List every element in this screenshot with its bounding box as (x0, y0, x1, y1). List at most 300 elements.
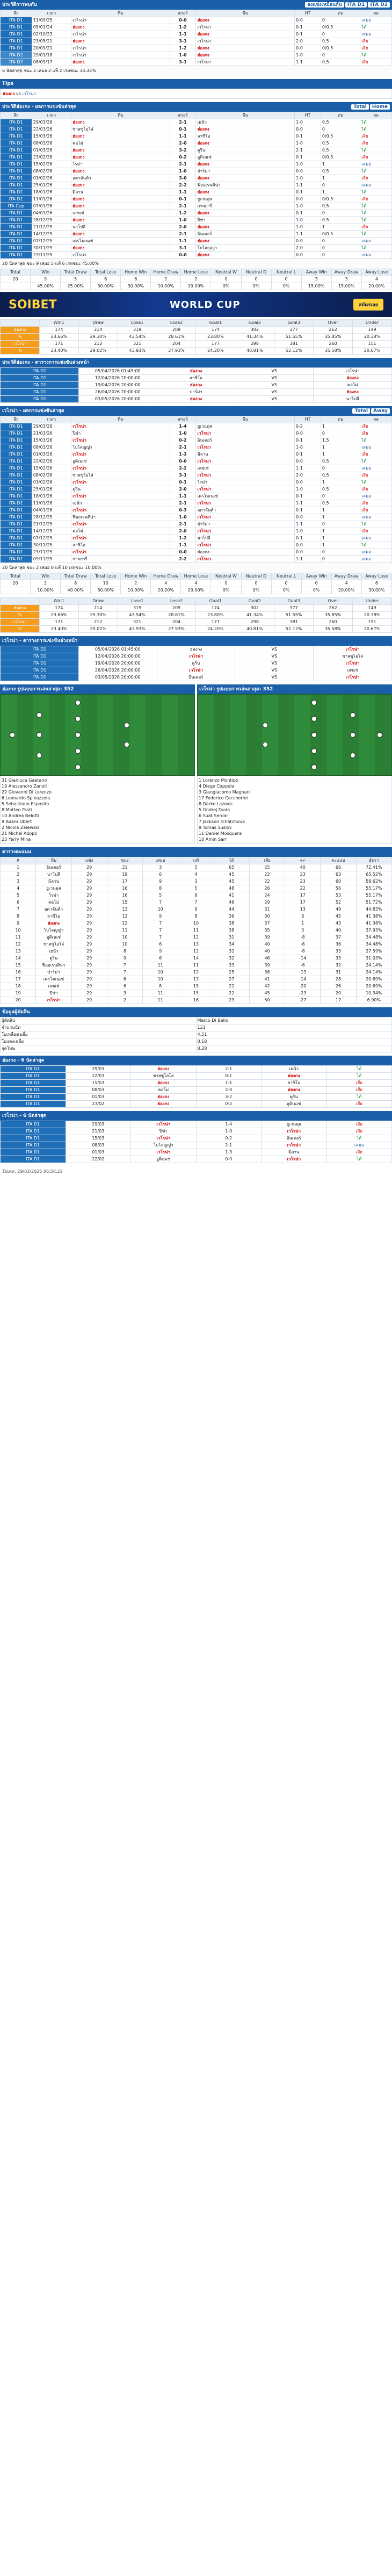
match-row[interactable] (1, 189, 392, 196)
match-row[interactable] (1, 437, 392, 444)
standings-row[interactable] (1, 927, 392, 934)
summary-percent: 45.00% (31, 283, 61, 290)
odds-cell: 212 (78, 341, 118, 348)
standings-row[interactable] (1, 983, 392, 990)
player-marker[interactable] (75, 764, 81, 770)
summary-header: Home Win (121, 573, 151, 580)
match-row[interactable] (1, 493, 392, 500)
recent-row[interactable] (1, 1135, 392, 1142)
odds-cell: 149 (353, 605, 392, 612)
match-row[interactable] (1, 252, 392, 259)
player-marker[interactable] (377, 732, 382, 738)
summary-header: Neutral W (211, 269, 241, 276)
match-cell: 0 (321, 549, 360, 556)
standings-cell: 15 (107, 899, 142, 906)
player-name[interactable]: 7 Jackson Tchatchoua (199, 819, 245, 824)
player-name[interactable]: 5 Ondrej Duda (199, 807, 230, 812)
match-row[interactable] (1, 444, 392, 451)
fixture-cell: VS (235, 653, 314, 660)
match-row[interactable] (1, 52, 392, 59)
tab-total[interactable]: Total (351, 104, 369, 110)
ad-banner[interactable] (0, 292, 392, 317)
recent-row[interactable] (1, 1128, 392, 1135)
referee-cell: 121 (196, 1024, 392, 1031)
match-cell: เสมอ (360, 465, 392, 472)
odds-cell: 24.20% (196, 626, 235, 633)
standings-row[interactable] (1, 899, 392, 906)
referee-cell: 0.18 (196, 1038, 392, 1045)
recent-cell: เวโรน่า (131, 1121, 197, 1128)
player-name[interactable]: 1 Lorenzo Montipo (199, 778, 238, 783)
match-cell: 2-2 (170, 182, 196, 189)
match-row[interactable] (1, 514, 392, 521)
standings-cell: 13 (178, 976, 214, 983)
player-marker[interactable] (311, 700, 317, 705)
match-cell: ฮ่องกง (71, 119, 170, 126)
tab-ita d2[interactable]: ITA D2 (368, 2, 390, 8)
match-cell: 11/09/25 (32, 17, 71, 24)
player-marker[interactable] (311, 748, 317, 754)
player-marker[interactable] (124, 742, 129, 747)
standings-row[interactable] (1, 990, 392, 997)
match-row[interactable] (1, 231, 392, 238)
match-cell: 08/02/26 (32, 472, 71, 479)
recent-cell: 1-4 (196, 1121, 262, 1128)
summary-percent: 20.00% (361, 283, 391, 290)
match-row[interactable] (1, 430, 392, 437)
odds-cell: 23.40% (39, 626, 78, 633)
match-row[interactable] (1, 245, 392, 252)
upcoming-away-table (0, 646, 392, 681)
standings-col: อัตรา (356, 857, 391, 864)
match-row[interactable] (1, 210, 392, 217)
recent-cell: 15/03 (66, 1080, 131, 1087)
standings-cell: 10.34% (356, 990, 391, 997)
odds-cell: 43.93% (118, 626, 157, 633)
match-cell: เสีย (360, 133, 392, 140)
fixture-cell: ITA D1 (1, 674, 79, 681)
match-row[interactable] (1, 217, 392, 224)
match-cell: 0 (321, 245, 360, 252)
match-row[interactable] (1, 175, 392, 182)
match-cell: ITA D1 (1, 535, 32, 542)
ad-cta-button[interactable]: สมัครเลย (353, 299, 383, 311)
fixture-cell: VS (235, 396, 314, 403)
odds-cell: 262 (314, 605, 353, 612)
player-name[interactable]: 22 Giovanni Di Lorenzo (2, 790, 52, 795)
lastgoals-away-header-title: เวโรน่า - 6 นัดล่าสุด (2, 1113, 47, 1119)
standings-row[interactable] (1, 955, 392, 962)
player-marker[interactable] (350, 732, 355, 738)
match-cell: ITA D1 (1, 252, 32, 259)
match-cell: 1-0 (170, 514, 196, 521)
recent-row[interactable] (1, 1073, 392, 1080)
page-root (0, 0, 392, 1177)
standings-row[interactable] (1, 969, 392, 976)
column-header: ต่อ (321, 10, 360, 17)
player-marker[interactable] (263, 723, 268, 728)
match-cell: ITA D1 (1, 140, 32, 147)
match-cell: ฮ่องกง (196, 161, 294, 168)
match-row[interactable] (1, 238, 392, 245)
match-cell: 18/01/26 (32, 493, 71, 500)
standings-cell: 10 (143, 906, 178, 913)
recent-row[interactable] (1, 1101, 392, 1108)
match-row[interactable] (1, 507, 392, 514)
home-recent-table-header (1, 112, 392, 119)
player-name[interactable]: 9 Adam Obert (2, 819, 32, 824)
match-cell: 07/01/26 (32, 203, 71, 210)
odds-cell: 20.67% (353, 348, 392, 355)
match-cell: ฮ่องกง (196, 140, 294, 147)
fixture-cell: เลชเช่ (314, 667, 392, 674)
column-header: ทีม (71, 416, 170, 423)
player-marker[interactable] (37, 712, 42, 718)
match-row[interactable] (1, 182, 392, 189)
recent-cell: ฮ่องกง (131, 1066, 197, 1073)
match-cell: ได้ (360, 217, 392, 224)
fixture-row[interactable] (1, 653, 392, 660)
summary-percent: 0% (271, 587, 301, 594)
recent-row[interactable] (1, 1087, 392, 1094)
standings-cell: 23 (285, 878, 321, 885)
standings-cell: นาโปลี (36, 871, 71, 878)
summary-value: 5 (61, 276, 91, 283)
fixture-row[interactable] (1, 382, 392, 389)
standings-row[interactable] (1, 864, 392, 871)
tab-away[interactable]: Away (371, 408, 390, 414)
standings-row[interactable] (1, 906, 392, 913)
match-row[interactable] (1, 500, 392, 507)
match-row[interactable] (1, 486, 392, 493)
match-cell: ฮ่องกง (71, 203, 170, 210)
standings-row[interactable] (1, 920, 392, 927)
standings-cell: 13 (107, 906, 142, 913)
match-row[interactable] (1, 59, 392, 66)
standings-row[interactable] (1, 948, 392, 955)
player-marker[interactable] (124, 723, 129, 728)
standings-col: ชนะ (107, 857, 142, 864)
column-header: HT (294, 416, 321, 423)
player-marker[interactable] (311, 732, 317, 738)
standings-cell: 51.72% (356, 899, 391, 906)
recent-row[interactable] (1, 1156, 392, 1163)
match-cell: 14/12/25 (32, 231, 71, 238)
match-cell: ฮ่องกง (71, 154, 170, 161)
match-cell: 1 (321, 423, 360, 430)
odds-header: Under (353, 598, 392, 605)
player-marker[interactable] (311, 716, 317, 721)
player-name[interactable]: 23 Yerry Mina (2, 837, 31, 842)
standings-row[interactable] (1, 934, 392, 941)
match-row[interactable] (1, 133, 392, 140)
standings-cell: -6 (285, 962, 321, 969)
pitch-row (0, 694, 392, 776)
recent-cell: ITA D1 (1, 1128, 66, 1135)
fixture-row[interactable] (1, 660, 392, 667)
recent-cell: 08/03 (66, 1087, 131, 1094)
match-row[interactable] (1, 196, 392, 203)
recent-cell: 0-2 (196, 1101, 262, 1108)
match-cell: 0-1 (294, 24, 321, 31)
fixture-row[interactable] (1, 674, 392, 681)
standings-row[interactable] (1, 941, 392, 948)
standings-row[interactable] (1, 878, 392, 885)
match-row[interactable] (1, 147, 392, 154)
referee-row (1, 1031, 392, 1038)
summary-header: Win (31, 573, 61, 580)
player-name[interactable]: 6 Leonardo Spinazzola (2, 796, 50, 800)
match-cell: 1 (321, 224, 360, 231)
fixture-row[interactable] (1, 368, 392, 375)
recent-row[interactable] (1, 1149, 392, 1156)
match-row[interactable] (1, 528, 392, 535)
fixture-cell: ITA D1 (1, 653, 79, 660)
player-name[interactable]: 8 Darko Lazovic (199, 802, 233, 806)
match-cell: ลาซิโอ (196, 133, 294, 140)
recent-row[interactable] (1, 1094, 392, 1101)
match-cell: 29/03/26 (32, 423, 71, 430)
match-cell: 1-1 (294, 521, 321, 528)
recent-cell: ตูริน (262, 1094, 327, 1101)
standings-row[interactable] (1, 997, 392, 1004)
standings-cell: ปาร์ม่า (36, 969, 71, 976)
fixture-row[interactable] (1, 396, 392, 403)
match-row[interactable] (1, 423, 392, 430)
match-cell: 1 (321, 479, 360, 486)
odds-cell: 171 (39, 619, 78, 626)
fixture-cell: VS (235, 667, 314, 674)
match-cell: 3-1 (170, 38, 196, 45)
standings-cell: 9 (107, 955, 142, 962)
match-cell: ได้ (360, 24, 392, 31)
match-row[interactable] (1, 556, 392, 563)
match-row[interactable] (1, 458, 392, 465)
player-name[interactable]: 4 Diego Coppola (199, 784, 235, 789)
fixture-row[interactable] (1, 646, 392, 653)
match-cell: เครโมเนเซ่ (196, 493, 294, 500)
standings-cell: ซาสซูโอโล่ (36, 941, 71, 948)
player-marker[interactable] (350, 712, 355, 718)
recent-row[interactable] (1, 1121, 392, 1128)
player-name[interactable]: 10 Amin Sarr (199, 837, 227, 842)
match-cell: อูดิเนเซ่ (196, 154, 294, 161)
fixture-cell: ฮ่องกง (157, 368, 235, 375)
odds-header: Goal1 (196, 598, 235, 605)
match-cell: 21/12/25 (32, 224, 71, 231)
player-name[interactable]: 19 Alessandro Zanoli (2, 784, 47, 789)
standings-cell: 24.14% (356, 962, 391, 969)
tab-ลงแข่งเหมือนกัน[interactable]: ลงแข่งเหมือนกัน (305, 2, 344, 8)
odds-header: Win1 (39, 598, 78, 605)
away-recent-table-header (1, 416, 392, 423)
match-cell: 18/01/26 (32, 189, 71, 196)
match-cell: 2-1 (170, 231, 196, 238)
match-cell: เวโรน่า (71, 507, 170, 514)
match-cell: 29/01/18 (32, 52, 71, 59)
match-cell: อินเตอร์ (196, 437, 294, 444)
summary-header: Win (31, 269, 61, 276)
standings-cell: 26 (249, 885, 285, 892)
match-cell: ได้ (360, 437, 392, 444)
tab-home[interactable]: Home (370, 104, 390, 110)
player-marker[interactable] (10, 732, 15, 738)
player-marker[interactable] (263, 742, 268, 747)
player-name[interactable]: 2 Nicola Zalewski (2, 825, 39, 830)
odds-cell: 23.80% (196, 334, 235, 341)
match-row[interactable] (1, 154, 392, 161)
player-marker[interactable] (37, 732, 42, 738)
player-name[interactable]: 21 Michel Adopo (2, 831, 38, 836)
player-marker[interactable] (311, 764, 317, 770)
match-cell: 0-1 (294, 154, 321, 161)
recent-cell: 29/03 (66, 1066, 131, 1073)
player-marker[interactable] (75, 732, 81, 738)
standings-cell: 11 (143, 962, 178, 969)
match-cell: เวโรน่า (196, 458, 294, 465)
summary-header: Away Lose (361, 269, 391, 276)
match-row[interactable] (1, 451, 392, 458)
player-name[interactable]: 3 Giangiacomo Magnani (199, 790, 251, 795)
standings-cell: 4 (178, 871, 214, 878)
recent-cell: โบโลญญ่า (131, 1142, 197, 1149)
player-marker[interactable] (75, 700, 81, 705)
standings-cell: 4 (1, 885, 36, 892)
match-cell: 0 (321, 31, 360, 38)
odds-cell: 177 (196, 619, 235, 626)
player-marker[interactable] (75, 748, 81, 754)
match-row[interactable] (1, 535, 392, 542)
player-marker[interactable] (37, 753, 42, 758)
standings-cell: 3 (1, 878, 36, 885)
summary-value: 0 (241, 580, 271, 587)
standings-cell: 29 (71, 934, 107, 941)
lineup-home-title: ฮ่องกง รูปแบบการเล่นล่าสุด: 352 (0, 684, 195, 694)
recent-row[interactable] (1, 1066, 392, 1073)
recent-cell: 2-0 (196, 1087, 262, 1094)
match-cell: ฮ่องกง (196, 238, 294, 245)
standings-row[interactable] (1, 885, 392, 892)
match-row[interactable] (1, 224, 392, 231)
player-name[interactable]: 31 Gianluca Gaetano (2, 778, 47, 783)
tab-total[interactable]: Total (352, 408, 370, 414)
standings-row[interactable] (1, 962, 392, 969)
standings-row[interactable] (1, 976, 392, 983)
recent-row[interactable] (1, 1142, 392, 1149)
referee-cell: 4.51 (196, 1031, 392, 1038)
player-name[interactable]: 9 Tomas Suslov (199, 825, 232, 830)
match-cell: ITA D2 (1, 52, 32, 59)
standings-cell: 11 (107, 927, 142, 934)
tab-ita d1[interactable]: ITA D1 (345, 2, 367, 8)
recent-cell: เสีย (326, 1121, 392, 1128)
standings-cell: 22 (214, 983, 249, 990)
match-cell: 0 (321, 238, 360, 245)
fixture-row[interactable] (1, 667, 392, 674)
match-row[interactable] (1, 472, 392, 479)
standings-cell: 9 (143, 878, 178, 885)
match-row[interactable] (1, 542, 392, 549)
standings-cell: 23 (285, 871, 321, 878)
player-name[interactable]: 6 Suat Serdar (199, 813, 228, 818)
match-row[interactable] (1, 119, 392, 126)
match-cell: ITA D1 (1, 437, 32, 444)
match-cell: 08/02/26 (32, 168, 71, 175)
standings-cell: 33 (321, 948, 356, 955)
recent-row[interactable] (1, 1080, 392, 1087)
summary-header: Total Draw (61, 269, 91, 276)
standings-cell: -6 (285, 941, 321, 948)
match-row[interactable] (1, 203, 392, 210)
away-recent-header (0, 406, 392, 416)
match-row[interactable] (1, 140, 392, 147)
match-row[interactable] (1, 126, 392, 133)
match-row[interactable] (1, 521, 392, 528)
match-cell: ซาสซูโอโล่ (71, 126, 170, 133)
match-cell: 09/11/25 (32, 556, 71, 563)
standings-row[interactable] (1, 892, 392, 899)
player-marker[interactable] (75, 716, 81, 721)
player-name[interactable]: 11 Daniel Mosquera (199, 831, 242, 836)
match-cell: 1 (321, 161, 360, 168)
odds-cell: 28.61% (157, 334, 196, 341)
match-cell: ITA D1 (1, 556, 32, 563)
standings-cell: 20 (1, 997, 36, 1004)
match-row[interactable] (1, 45, 392, 52)
match-cell: ฮ่องกง (196, 210, 294, 217)
player-name[interactable]: 17 Federico Ceccherini (199, 796, 248, 800)
match-row[interactable] (1, 17, 392, 24)
lastgoals-away-table (0, 1121, 392, 1163)
fixture-row[interactable] (1, 375, 392, 382)
player-name[interactable]: 10 Andrea Belotti (2, 813, 39, 818)
odds-header: Lose1 (118, 598, 157, 605)
standings-cell: อินเตอร์ (36, 864, 71, 871)
match-row[interactable] (1, 549, 392, 556)
match-cell: เวโรน่า (71, 451, 170, 458)
standings-row[interactable] (1, 913, 392, 920)
tips-away-team: เวโรน่า (22, 91, 37, 96)
match-cell: 01/02/26 (32, 175, 71, 182)
fixture-row[interactable] (1, 389, 392, 396)
match-row[interactable] (1, 161, 392, 168)
standings-cell: 12 (178, 948, 214, 955)
standings-cell: 9 (1, 920, 36, 927)
match-row[interactable] (1, 38, 392, 45)
summary-percent: 25.00% (61, 283, 91, 290)
match-row[interactable] (1, 465, 392, 472)
match-row[interactable] (1, 168, 392, 175)
match-row[interactable] (1, 31, 392, 38)
match-cell: 0-1 (294, 507, 321, 514)
player-marker[interactable] (350, 753, 355, 758)
player-name[interactable]: 8 Matteo Prati (2, 807, 32, 812)
standings-cell: 7 (107, 962, 142, 969)
standings-row[interactable] (1, 871, 392, 878)
match-row[interactable] (1, 479, 392, 486)
referee-row (1, 1018, 392, 1024)
recent-cell: ITA D1 (1, 1101, 66, 1108)
standings-cell: 15 (178, 983, 214, 990)
match-cell: เวโรน่า (71, 45, 170, 52)
match-cell: เสีย (360, 430, 392, 437)
lineup-list (0, 776, 195, 844)
match-row[interactable] (1, 24, 392, 31)
player-name[interactable]: 5 Sebastiano Esposito (2, 802, 49, 806)
fixture-cell: VS (235, 368, 314, 375)
pitch-away (197, 694, 392, 776)
home-recent-header (0, 102, 392, 112)
